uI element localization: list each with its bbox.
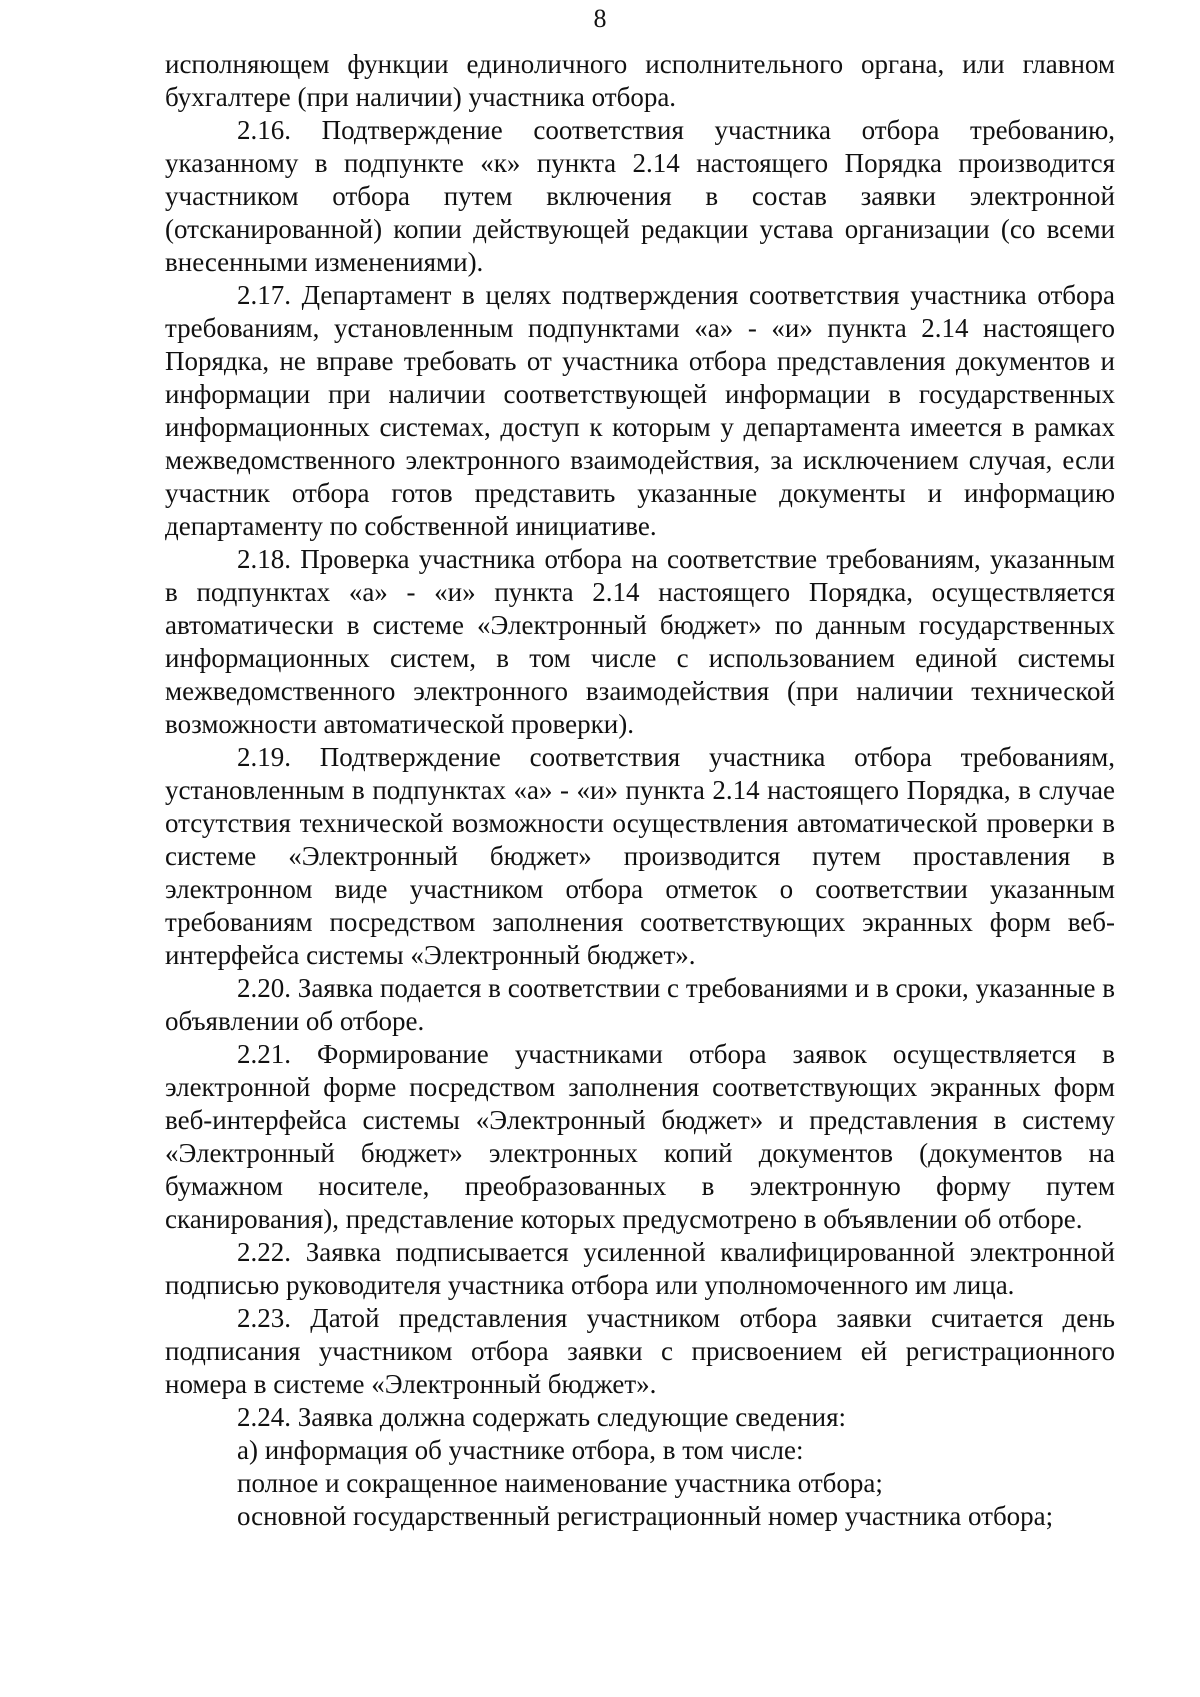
paragraph-2-18: 2.18. Проверка участника отбора на соответствие требованиям, указанным в подпунктах «а» - «и» пункта 2.14 настоящего Порядка, осуществляется автоматически в системе «Электронный бюджет» по данным государственных информационных систем, в том числе с использованием единой системы межведомственного электронного взаимодействия (при наличии технической возможности автоматической проверки). xyxy=(165,544,1115,739)
paragraph-2-23: 2.23. Датой представления участником отбора заявки считается день подписания участником отбора заявки с присвоением ей регистрационного номера в системе «Электронный бюджет». xyxy=(165,1303,1115,1399)
paragraph-2-24: 2.24. Заявка должна содержать следующие сведения: xyxy=(237,1402,847,1432)
paragraph-2-17: 2.17. Департамент в целях подтверждения соответствия участника отбора требованиям, установленным подпунктами «а» - «и» пункта 2.14 настоящего Порядка, не вправе требовать от участника отбора представления документов и информации при наличии соответствующей информации в государственных информационных системах, доступ к которым у департамента имеется в рамках межведомственного электронного взаимодействия, за исключением случая, если участник отбора готов представить указанные документы и информацию департаменту по собственной инициативе. xyxy=(165,280,1115,541)
paragraph-2-20: 2.20. Заявка подается в соответствии с требованиями и в сроки, указанные в объявлении об отборе. xyxy=(165,973,1115,1036)
document-body xyxy=(165,48,1115,1533)
paragraph-2-21: 2.21. Формирование участниками отбора заявок осуществляется в электронной форме посредством заполнения соответствующих экранных форм веб-интерфейса системы «Электронный бюджет» и представления в систему «Электронный бюджет» электронных копий документов (документов на бумажном носителе, преобразованных в электронную форму путем сканирования), представление которых предусмотрено в объявлении об отборе. xyxy=(165,1039,1115,1234)
paragraph-continuation: исполняющем функции единоличного исполнительного органа, или главном бухгалтере (при наличии) участника отбора. xyxy=(165,49,1115,112)
paragraph-2-16: 2.16. Подтверждение соответствия участника отбора требованию, указанному в подпункте «к» пункта 2.14 настоящего Порядка производится участником отбора путем включения в состав заявки электронной (отсканированной) копии действующей редакции устава организации (со всеми внесенными изменениями). xyxy=(165,115,1115,277)
list-subitem-ogrn: основной государственный регистрационный номер участника отбора; xyxy=(237,1501,1054,1531)
list-subitem-name: полное и сокращенное наименование участника отбора; xyxy=(237,1468,883,1498)
paragraph-2-19: 2.19. Подтверждение соответствия участника отбора требованиям, установленным в подпунктах «а» - «и» пункта 2.14 настоящего Порядка, в случае отсутствия технической возможности осуществления автоматической проверки в системе «Электронный бюджет» производится путем проставления в электронном виде участником отбора отметок о соответствии указанным требованиям посредством заполнения соответствующих экранных форм веб-интерфейса системы «Электронный бюджет». xyxy=(165,742,1115,970)
paragraph-2-22: 2.22. Заявка подписывается усиленной квалифицированной электронной подписью руководителя участника отбора или уполномоченного им лица. xyxy=(165,1237,1115,1300)
list-item-a: а) информация об участнике отбора, в том числе: xyxy=(237,1435,804,1465)
page-number: 8 xyxy=(593,4,607,33)
